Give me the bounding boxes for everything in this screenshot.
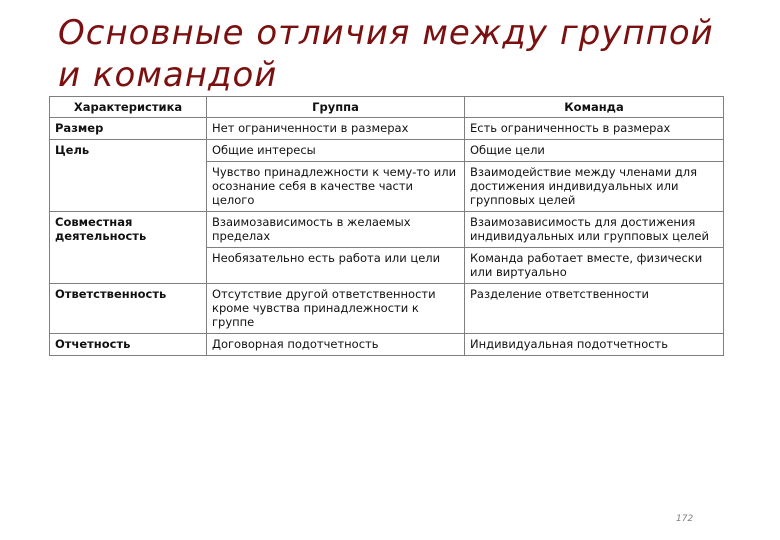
row-characteristic <box>50 248 207 284</box>
row-characteristic: Отчетность <box>50 334 207 356</box>
table-row <box>50 212 724 248</box>
row-team-value: Есть ограниченность в размерах <box>465 118 724 140</box>
table-row <box>50 118 724 140</box>
page-number: 172 <box>676 514 694 524</box>
row-group-value: Взаимозависимость в желаемых пределах <box>207 212 465 248</box>
row-group-value: Чувство принадлежности к чему-то или осознание себя в качестве части целого <box>207 162 465 212</box>
row-team-value: Взаимодействие между членами для достижения индивидуальных или групповых целей <box>465 162 724 212</box>
table-header-row <box>50 97 724 118</box>
row-team-value: Разделение ответственности <box>465 284 724 334</box>
row-characteristic: Цель <box>50 140 207 162</box>
table-row <box>50 334 724 356</box>
table-row <box>50 248 724 284</box>
row-characteristic: Ответственность <box>50 284 207 334</box>
row-characteristic: Размер <box>50 118 207 140</box>
row-group-value: Отсутствие другой ответственности кроме чувства принадлежности к группе <box>207 284 465 334</box>
slide-title: Основные отличия между группой и командой <box>58 13 714 95</box>
comparison-table <box>49 96 724 356</box>
table-row <box>50 284 724 334</box>
row-team-value: Общие цели <box>465 140 724 162</box>
row-characteristic <box>50 162 207 212</box>
header-characteristic: Характеристика <box>50 97 207 118</box>
header-group: Группа <box>207 97 465 118</box>
row-team-value: Индивидуальная подотчетность <box>465 334 724 356</box>
header-team: Команда <box>465 97 724 118</box>
table-row <box>50 162 724 212</box>
table-row <box>50 140 724 162</box>
row-team-value: Взаимозависимость для достижения индивидуальных или групповых целей <box>465 212 724 248</box>
row-team-value: Команда работает вместе, физически или виртуально <box>465 248 724 284</box>
row-group-value: Необязательно есть работа или цели <box>207 248 465 284</box>
row-group-value: Общие интересы <box>207 140 465 162</box>
row-group-value: Договорная подотчетность <box>207 334 465 356</box>
row-characteristic: Совместная деятельность <box>50 212 207 248</box>
row-group-value: Нет ограниченности в размерах <box>207 118 465 140</box>
